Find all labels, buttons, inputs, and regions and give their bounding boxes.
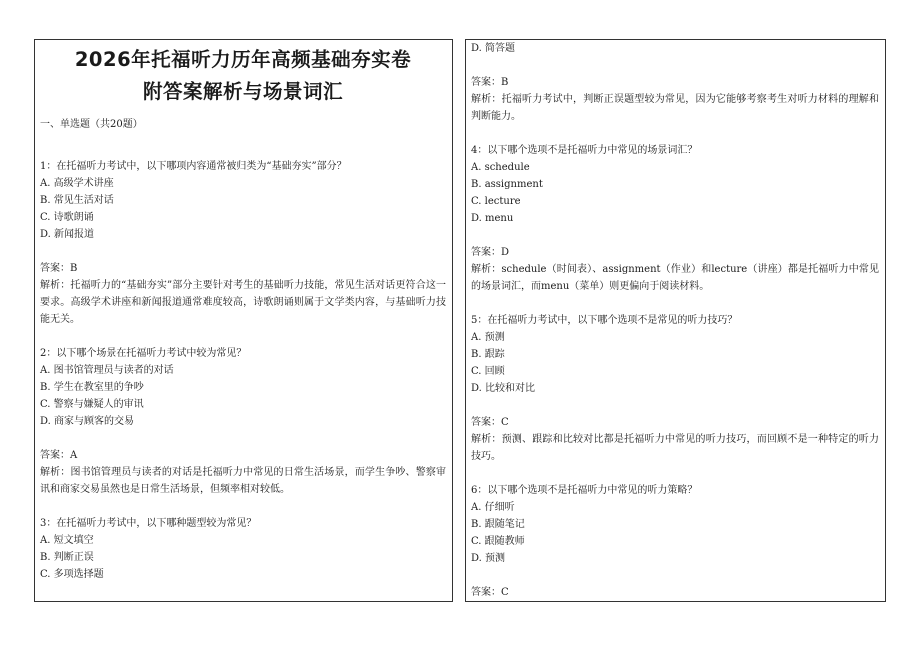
option-a: A. 仔细听 (471, 502, 515, 513)
analysis: 解析：托福听力考试中，判断正误题型较为常见，因为它能够考察考生对听力材料的理解和判断能力。 (471, 94, 879, 122)
question-6 (471, 482, 879, 601)
question-stem: 1：在托福听力考试中，以下哪项内容通常被归类为“基础夯实”部分？ (40, 161, 347, 172)
option-c: C. 回顾 (471, 366, 505, 377)
answer: 答案：A (40, 450, 78, 461)
option-a: A. 预测 (471, 332, 505, 343)
document-title (40, 44, 446, 108)
option-c: C. 多项选择题 (40, 569, 104, 580)
answer: 答案：C (471, 587, 509, 598)
option-c: C. 诗歌朗诵 (40, 212, 94, 223)
question-2 (40, 345, 446, 498)
option-b: B. assignment (471, 179, 543, 190)
analysis: 解析：图书馆管理员与读者的对话是托福听力中常见的日常生活场景，而学生争吵、警察审讯和商家交易虽然也是日常生活场景，但频率相对较低。 (40, 467, 446, 495)
option-a: A. 高级学术讲座 (40, 178, 114, 189)
option-b: B. 常见生活对话 (40, 195, 114, 206)
right-column (465, 39, 886, 602)
option-c: C. 警察与嫌疑人的审讯 (40, 399, 144, 410)
option-b: B. 跟随笔记 (471, 519, 525, 530)
option-c: C. 跟随教师 (471, 536, 525, 547)
option-b: B. 跟踪 (471, 349, 505, 360)
title-line-1: 2026年托福听力历年高频基础夯实卷 (74, 48, 412, 71)
option-b: B. 判断正误 (40, 552, 94, 563)
option-a: A. schedule (471, 162, 530, 173)
option-c: C. lecture (471, 196, 521, 207)
option-a: A. 短文填空 (40, 535, 94, 546)
analysis: 解析：schedule（时间表）、assignment（作业）和lecture（讲座）都是托福听力中常见的场景词汇，而menu（菜单）则更偏向于阅读材料。 (471, 264, 879, 292)
analysis: 解析：预测、跟踪和比较对比都是托福听力中常见的听力技巧，而回顾不是一种特定的听力技巧。 (471, 434, 879, 462)
option-b: B. 学生在教室里的争吵 (40, 382, 144, 393)
option-d: D. menu (471, 213, 514, 224)
analysis: 解析：托福听力的“基础夯实”部分主要针对考生的基础听力技能，常见生活对话更符合这一要求。高级学术讲座和新闻报道通常难度较高，诗歌朗诵则属于文学类内容，与基础听力技能无关。 (40, 280, 446, 325)
question-stem: 6：以下哪个选项不是托福听力中常见的听力策略？ (471, 485, 698, 496)
answer: 答案：D (471, 247, 510, 258)
option-d: D. 商家与顾客的交易 (40, 416, 135, 427)
option-d: D. 简答题 (471, 43, 516, 54)
question-3 (40, 515, 446, 583)
question-stem: 4：以下哪个选项不是托福听力中常见的场景词汇？ (471, 145, 698, 156)
answer: 答案：B (471, 77, 509, 88)
question-3-continued (471, 40, 879, 125)
option-d: D. 新闻报道 (40, 229, 95, 240)
question-4 (471, 142, 879, 295)
question-stem: 3：在托福听力考试中，以下哪种题型较为常见？ (40, 518, 257, 529)
answer: 答案：C (471, 417, 509, 428)
option-a: A. 图书馆管理员与读者的对话 (40, 365, 174, 376)
option-d: D. 比较和对比 (471, 383, 536, 394)
left-column (34, 39, 453, 602)
question-stem: 5：在托福听力考试中，以下哪个选项不是常见的听力技巧？ (471, 315, 738, 326)
answer: 答案：B (40, 263, 78, 274)
question-1 (40, 158, 446, 328)
question-stem: 2：以下哪个场景在托福听力考试中较为常见？ (40, 348, 247, 359)
section-heading: 一、单选题（共20题） (40, 119, 143, 130)
question-5 (471, 312, 879, 465)
title-line-2: 附答案解析与场景词汇 (142, 80, 343, 103)
option-d: D. 预测 (471, 553, 506, 564)
